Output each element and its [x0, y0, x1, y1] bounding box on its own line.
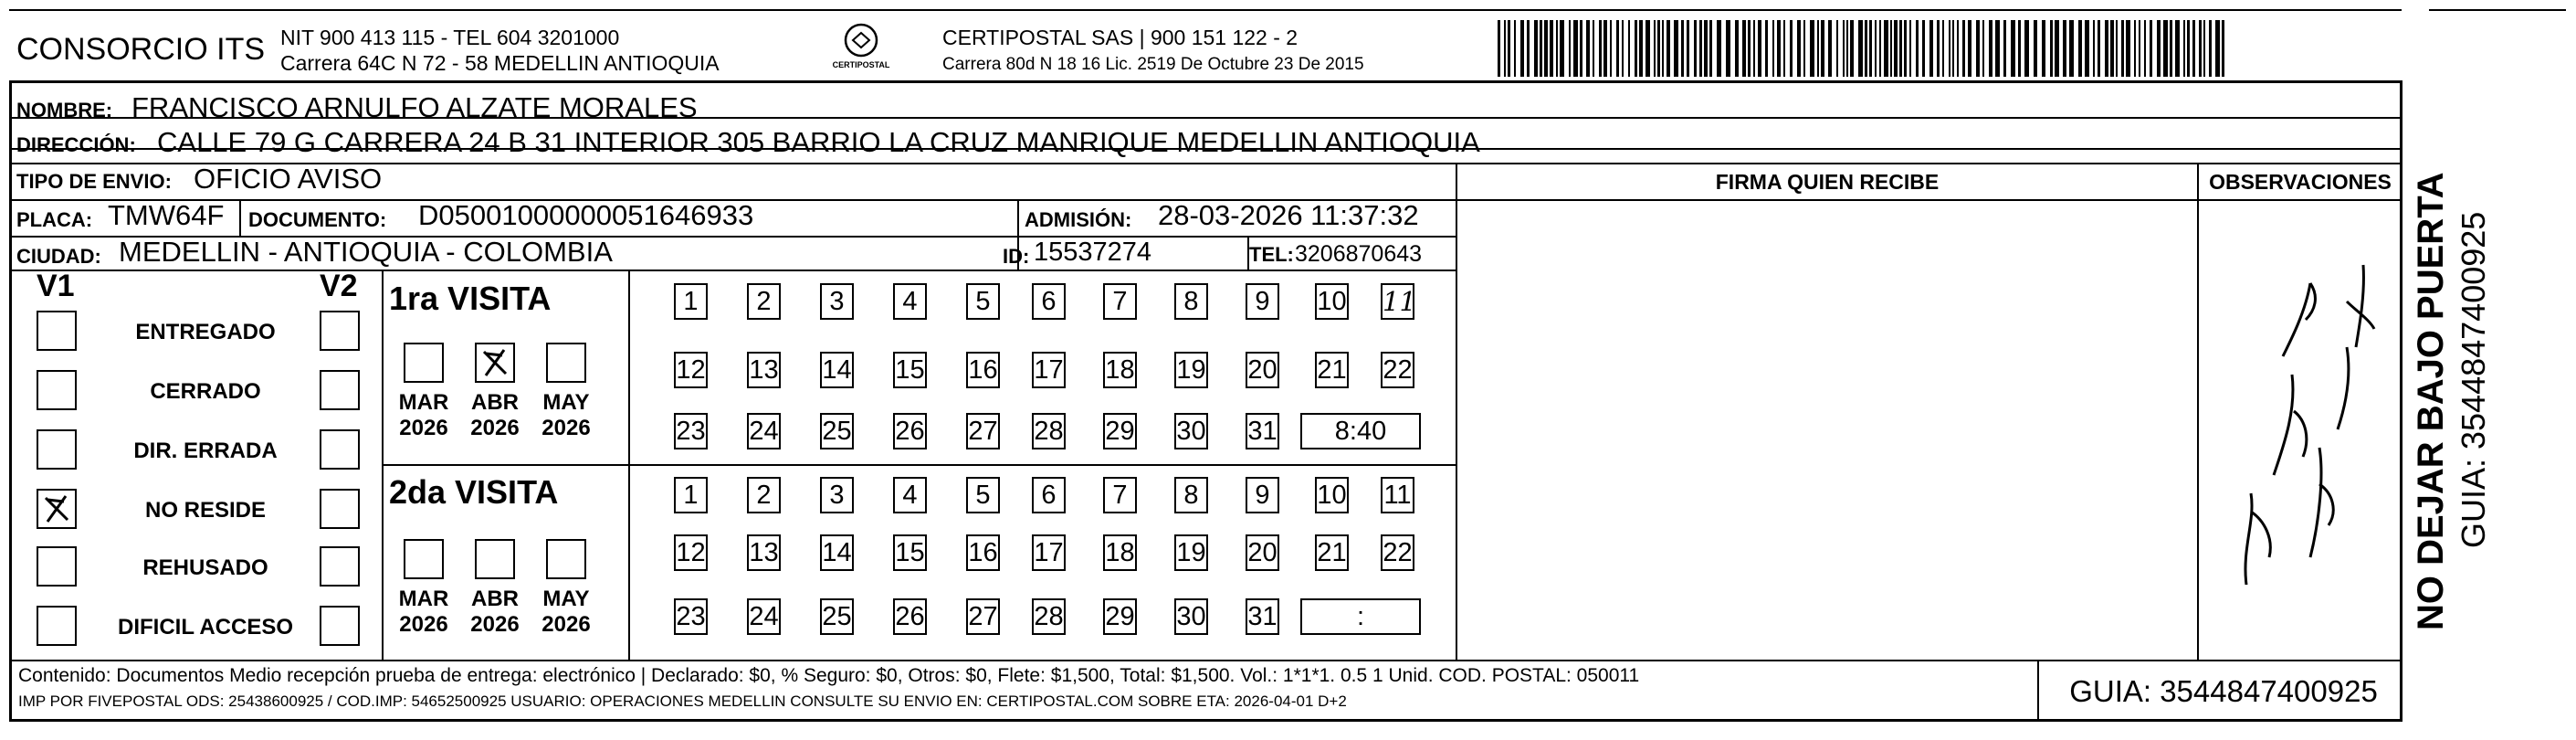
- v2-header: V2: [320, 269, 358, 303]
- barcode-bar: [2222, 20, 2224, 77]
- barcode-bar: [1929, 20, 1933, 77]
- barcode-bar: [1765, 20, 1768, 77]
- day-box[interactable]: 30: [1174, 413, 1208, 449]
- day-box[interactable]: 26: [893, 598, 927, 635]
- month-checkbox[interactable]: [404, 539, 444, 579]
- barcode-bar: [1674, 20, 1678, 77]
- barcode-bar: [1865, 20, 1867, 77]
- day-box[interactable]: 23: [674, 598, 708, 635]
- day-box[interactable]: 13: [747, 534, 781, 571]
- status-label: REHUSADO: [142, 555, 268, 580]
- month-name: MAR: [398, 587, 449, 611]
- day-box[interactable]: 17: [1032, 534, 1066, 571]
- time-box[interactable]: 8:40: [1300, 413, 1421, 449]
- month-year: 2026: [399, 612, 448, 637]
- v2-checkbox[interactable]: [320, 370, 360, 410]
- footer-contenido: Contenido: Documentos Medio recepción prueba de entrega: electrónico | Declarado: $0, % Seguro: $0, Otros: $0, Flete: $1,500, Total: $1,500. Vol.: 1*1*1. 0.5 1 Unid. COD. POSTAL: 050011: [18, 665, 1640, 686]
- ciudad-value: MEDELLIN - ANTIOQUIA - COLOMBIA: [119, 236, 613, 268]
- barcode-bar: [1520, 20, 1524, 77]
- day-box[interactable]: 6: [1032, 283, 1066, 320]
- svg-text:CERTIPOSTAL: CERTIPOSTAL: [832, 60, 890, 69]
- barcode-bar: [1681, 20, 1684, 77]
- day-box[interactable]: 6: [1032, 477, 1066, 513]
- barcode-bar: [1735, 20, 1739, 77]
- barcode-bar: [1667, 20, 1670, 77]
- barcode-bar: [2121, 20, 2124, 77]
- barcode-bar: [1843, 20, 1845, 77]
- barcode-bar: [1662, 20, 1664, 77]
- barcode-bar: [1942, 20, 1944, 77]
- day-box[interactable]: 28: [1032, 598, 1066, 635]
- certipostal-logo: [820, 22, 902, 77]
- day-box[interactable]: 22: [1381, 534, 1414, 571]
- barcode-bar: [1599, 20, 1602, 77]
- col-line: [1456, 163, 1457, 661]
- day-box[interactable]: 21: [1315, 534, 1349, 571]
- barcode-bar: [1527, 20, 1530, 77]
- barcode-bar: [1890, 20, 1892, 77]
- visit2-title: 2da VISITA: [389, 473, 559, 511]
- day-box[interactable]: 7: [1103, 477, 1137, 513]
- day-box[interactable]: 9: [1246, 283, 1279, 320]
- day-box[interactable]: 21: [1315, 352, 1349, 388]
- barcode-bar: [1858, 20, 1863, 77]
- barcode-bar: [1593, 20, 1594, 77]
- barcode-bar: [1790, 20, 1793, 77]
- status-label: DIFICIL ACCESO: [117, 615, 293, 640]
- barcode-bar: [1654, 20, 1656, 77]
- barcode-bar: [1704, 20, 1708, 77]
- month-checkbox[interactable]: [404, 343, 444, 383]
- barcode-bar: [2011, 20, 2015, 77]
- barcode-bar: [1544, 20, 1548, 77]
- v1-checkbox[interactable]: [37, 311, 77, 351]
- row-line: [9, 270, 1456, 271]
- barcode-bar: [1922, 20, 1925, 77]
- month-name: ABR: [471, 390, 519, 415]
- barcode-bar: [1803, 20, 1805, 77]
- barcode-bar: [1797, 20, 1801, 77]
- barcode-bar: [2116, 20, 2118, 77]
- v2-checkbox[interactable]: [320, 429, 360, 470]
- day-box[interactable]: 27: [966, 413, 1000, 449]
- v2-checkbox[interactable]: [320, 606, 360, 646]
- day-box[interactable]: 14: [820, 534, 854, 571]
- barcode-bar: [1995, 20, 2000, 77]
- day-box[interactable]: 2: [747, 283, 781, 320]
- month-year: 2026: [399, 416, 448, 440]
- ciudad-label: CIUDAD:: [16, 245, 101, 268]
- barcode-bar: [2157, 20, 2161, 77]
- barcode-bar: [1828, 20, 1832, 77]
- day-box[interactable]: 8: [1174, 477, 1208, 513]
- day-box[interactable]: 11: [1381, 477, 1414, 513]
- barcode-bar: [1694, 20, 1697, 77]
- barcode-bar: [2175, 20, 2180, 77]
- barcode-bar: [2144, 20, 2146, 77]
- tipo-envio-label: TIPO DE ENVIO:: [16, 170, 172, 193]
- month-year: 2026: [470, 416, 520, 440]
- barcode-bar: [2126, 20, 2130, 77]
- month-checkbox[interactable]: [475, 539, 515, 579]
- col-line: [2197, 163, 2199, 661]
- col-line: [2037, 660, 2039, 722]
- barcode-bar: [1817, 20, 1819, 77]
- barcode-bar: [2192, 20, 2195, 77]
- barcode-bar: [1748, 20, 1751, 77]
- top-rule-right: [2429, 9, 2566, 11]
- day-box[interactable]: 10: [1315, 477, 1349, 513]
- barcode-bar: [2003, 20, 2006, 77]
- barcode-bar: [2110, 20, 2114, 77]
- barcode-bar: [2034, 20, 2037, 77]
- nombre-value: FRANCISCO ARNULFO ALZATE MORALES: [131, 91, 698, 123]
- v1-checkbox[interactable]: [37, 429, 77, 470]
- day-box[interactable]: 23: [674, 413, 708, 449]
- barcode-bar: [2187, 20, 2190, 77]
- day-box[interactable]: 31: [1246, 413, 1279, 449]
- day-box[interactable]: 27: [966, 598, 1000, 635]
- barcode-bar: [1850, 20, 1854, 77]
- barcode-bar: [1916, 20, 1919, 77]
- day-box[interactable]: 12: [674, 534, 708, 571]
- day-box[interactable]: 4: [893, 283, 927, 320]
- company-address: Carrera 64C N 72 - 58 MEDELLIN ANTIOQUIA: [280, 51, 720, 75]
- day-box[interactable]: 26: [893, 413, 927, 449]
- barcode-bar: [1603, 20, 1607, 77]
- day-box[interactable]: 24: [747, 598, 781, 635]
- day-box[interactable]: 11: [1381, 283, 1414, 320]
- day-box[interactable]: 10: [1315, 283, 1349, 320]
- day-box[interactable]: 12: [674, 352, 708, 388]
- col-line: [382, 464, 1456, 466]
- day-box[interactable]: 31: [1246, 598, 1279, 635]
- barcode-bar: [1962, 20, 1965, 77]
- barcode-bar: [1879, 20, 1881, 77]
- barcode-bar: [2063, 20, 2066, 77]
- barcode-bar: [2078, 20, 2082, 77]
- barcode-bar: [1982, 20, 1984, 77]
- postal-company: CERTIPOSTAL SAS | 900 151 122 - 2: [942, 26, 1299, 49]
- barcode-bar: [1989, 20, 1992, 77]
- admision-label: ADMISIÓN:: [1025, 208, 1132, 231]
- barcode-bar: [1550, 20, 1553, 77]
- barcode-bar: [1894, 20, 1898, 77]
- day-box[interactable]: 15: [893, 352, 927, 388]
- day-box[interactable]: 29: [1103, 598, 1137, 635]
- documento-value: D05001000000051646933: [418, 199, 754, 231]
- barcode-bar: [2150, 20, 2152, 77]
- footer-guia: GUIA: 3544847400925: [2069, 674, 2378, 708]
- day-box[interactable]: 16: [966, 352, 1000, 388]
- barcode-bar: [2069, 20, 2074, 77]
- barcode-bar: [1726, 20, 1730, 77]
- barcode-bar: [2163, 20, 2168, 77]
- month-name: MAY: [542, 390, 590, 415]
- day-box[interactable]: 18: [1103, 352, 1137, 388]
- barcode-bar: [2093, 20, 2095, 77]
- barcode-bar: [1717, 20, 1721, 77]
- barcode-bar: [1742, 20, 1746, 77]
- barcode-bar: [2209, 20, 2212, 77]
- barcode-bar: [1657, 20, 1660, 77]
- barcode-bar: [2018, 20, 2021, 77]
- month-name: MAR: [398, 390, 449, 415]
- day-box[interactable]: 14: [820, 352, 854, 388]
- barcode-bar: [1937, 20, 1940, 77]
- day-box[interactable]: 25: [820, 413, 854, 449]
- barcode-bar: [1514, 20, 1516, 77]
- month-year: 2026: [541, 612, 591, 637]
- v2-checkbox[interactable]: [320, 311, 360, 351]
- firma-header: FIRMA QUIEN RECIBE: [1715, 170, 1940, 194]
- month-year: 2026: [470, 612, 520, 637]
- month-checkbox[interactable]: [475, 343, 515, 383]
- barcode-bar: [2055, 20, 2059, 77]
- barcode-bar: [1758, 20, 1761, 77]
- tipo-envio-value: OFICIO AVISO: [194, 163, 383, 195]
- barcode-bar: [1884, 20, 1888, 77]
- barcode-bar: [1904, 20, 1907, 77]
- barcode-bar: [2170, 20, 2172, 77]
- admision-value: 28-03-2026 11:37:32: [1158, 199, 1419, 231]
- top-rule: [9, 9, 2402, 11]
- v1-checkbox[interactable]: [37, 606, 77, 646]
- day-box[interactable]: 25: [820, 598, 854, 635]
- barcode: [1498, 20, 2228, 77]
- documento-label: DOCUMENTO:: [248, 208, 387, 231]
- day-box[interactable]: 19: [1174, 534, 1208, 571]
- day-box[interactable]: 17: [1032, 352, 1066, 388]
- day-box[interactable]: 16: [966, 534, 1000, 571]
- barcode-bar: [1639, 20, 1643, 77]
- v2-checkbox[interactable]: [320, 489, 360, 529]
- day-box[interactable]: 8: [1174, 283, 1208, 320]
- day-box[interactable]: 19: [1174, 352, 1208, 388]
- barcode-bar: [1610, 20, 1612, 77]
- barcode-bar: [1540, 20, 1542, 77]
- barcode-bar: [2215, 20, 2220, 77]
- month-checkbox[interactable]: [546, 539, 586, 579]
- v1-checkbox[interactable]: [37, 489, 77, 529]
- direccion-label: DIRECCIÓN:: [16, 133, 136, 156]
- barcode-bar: [1586, 20, 1590, 77]
- barcode-bar: [1957, 20, 1959, 77]
- observaciones-header: OBSERVACIONES: [2209, 170, 2392, 194]
- barcode-bar: [2139, 20, 2140, 77]
- barcode-bar: [2085, 20, 2089, 77]
- company-name: CONSORCIO ITS: [16, 32, 266, 67]
- month-checkbox[interactable]: [546, 343, 586, 383]
- no-dejar-bajo-puerta: NO DEJAR BAJO PUERTA: [2411, 172, 2451, 630]
- col-line: [239, 199, 241, 236]
- id-value: 15537274: [1034, 238, 1152, 267]
- barcode-bar: [1560, 20, 1564, 77]
- barcode-bar: [1783, 20, 1785, 77]
- day-box[interactable]: 13: [747, 352, 781, 388]
- v1-checkbox[interactable]: [37, 370, 77, 410]
- day-box[interactable]: 5: [966, 477, 1000, 513]
- day-box[interactable]: 28: [1032, 413, 1066, 449]
- barcode-bar: [1821, 20, 1824, 77]
- day-box[interactable]: 2: [747, 477, 781, 513]
- barcode-bar: [1504, 20, 1506, 77]
- barcode-bar: [1699, 20, 1702, 77]
- barcode-bar: [2203, 20, 2205, 77]
- barcode-bar: [1645, 20, 1650, 77]
- nombre-label: NOMBRE:: [16, 99, 113, 122]
- day-box[interactable]: 30: [1174, 598, 1208, 635]
- company-nit: NIT 900 413 115 - TEL 604 3201000: [280, 26, 620, 49]
- direccion-value: CALLE 79 G CARRERA 24 B 31 INTERIOR 305 BARRIO LA CRUZ MANRIQUE MEDELLIN ANTIOQUIA: [157, 126, 1480, 158]
- barcode-bar: [1580, 20, 1582, 77]
- status-label: NO RESIDE: [144, 498, 267, 523]
- barcode-bar: [1777, 20, 1781, 77]
- id-label: ID:: [1003, 245, 1030, 268]
- barcode-bar: [1968, 20, 1971, 77]
- day-box[interactable]: 20: [1246, 534, 1279, 571]
- time-box[interactable]: :: [1300, 598, 1421, 635]
- day-box[interactable]: 7: [1103, 283, 1137, 320]
- day-box[interactable]: 4: [893, 477, 927, 513]
- barcode-bar: [1709, 20, 1712, 77]
- day-box[interactable]: 3: [820, 477, 854, 513]
- postal-license: Carrera 80d N 18 16 Lic. 2519 De Octubre 23 De 2015: [942, 55, 1364, 74]
- day-box[interactable]: 24: [747, 413, 781, 449]
- barcode-bar: [1875, 20, 1877, 77]
- barcode-bar: [2042, 20, 2045, 77]
- barcode-bar: [1909, 20, 1911, 77]
- status-label: ENTREGADO: [135, 320, 276, 344]
- barcode-bar: [2098, 20, 2100, 77]
- month-year: 2026: [541, 416, 591, 440]
- barcode-bar: [1498, 20, 1500, 77]
- barcode-bar: [1573, 20, 1578, 77]
- placa-value: TMW64F: [108, 199, 225, 231]
- tel-value: 3206870643: [1295, 241, 1423, 267]
- placa-label: PLACA:: [16, 208, 93, 231]
- barcode-bar: [1772, 20, 1774, 77]
- day-box[interactable]: 5: [966, 283, 1000, 320]
- day-box[interactable]: 20: [1246, 352, 1279, 388]
- row-line: [9, 660, 2403, 661]
- barcode-bar: [1976, 20, 1980, 77]
- v1-header: V1: [37, 269, 75, 303]
- visit1-title: 1ra VISITA: [389, 280, 552, 317]
- barcode-bar: [2199, 20, 2202, 77]
- barcode-bar: [1753, 20, 1755, 77]
- status-label: DIR. ERRADA: [133, 439, 278, 463]
- day-box[interactable]: 3: [820, 283, 854, 320]
- month-name: MAY: [542, 587, 590, 611]
- barcode-bar: [1687, 20, 1689, 77]
- barcode-bar: [2050, 20, 2053, 77]
- barcode-bar: [1616, 20, 1619, 77]
- barcode-bar: [2024, 20, 2029, 77]
- v2-checkbox[interactable]: [320, 546, 360, 587]
- day-box[interactable]: 18: [1103, 534, 1137, 571]
- barcode-bar: [1569, 20, 1571, 77]
- v1-checkbox[interactable]: [37, 546, 77, 587]
- barcode-bar: [1869, 20, 1872, 77]
- barcode-bar: [1836, 20, 1838, 77]
- footer-impresion: IMP POR FIVEPOSTAL ODS: 25438600925 / COD.IMP: 54652500925 USUARIO: OPERACIONES MEDELLIN CONSULTE SU ENVIO EN: CERTIPOSTAL.COM SOBRE ETA: 2026-04-01 D+2: [18, 692, 1347, 710]
- barcode-bar: [1628, 20, 1630, 77]
- barcode-bar: [1952, 20, 1954, 77]
- observation-handwriting: [2219, 247, 2383, 594]
- side-guia: GUIA: 3544847400925: [2455, 211, 2492, 548]
- day-box[interactable]: 1: [674, 283, 708, 320]
- day-box[interactable]: 22: [1381, 352, 1414, 388]
- day-box[interactable]: 9: [1246, 477, 1279, 513]
- barcode-bar: [1899, 20, 1902, 77]
- barcode-bar: [1622, 20, 1624, 77]
- day-box[interactable]: 15: [893, 534, 927, 571]
- status-label: CERRADO: [150, 379, 261, 404]
- tel-label: TEL:: [1249, 243, 1294, 266]
- barcode-bar: [2134, 20, 2136, 77]
- day-box[interactable]: 29: [1103, 413, 1137, 449]
- barcode-bar: [2105, 20, 2108, 77]
- barcode-bar: [1508, 20, 1510, 77]
- barcode-bar: [2183, 20, 2185, 77]
- barcode-bar: [1556, 20, 1558, 77]
- barcode-bar: [1635, 20, 1637, 77]
- day-box[interactable]: 1: [674, 477, 708, 513]
- barcode-bar: [1949, 20, 1950, 77]
- month-name: ABR: [471, 587, 519, 611]
- barcode-bar: [1810, 20, 1814, 77]
- barcode-bar: [1846, 20, 1848, 77]
- barcode-bar: [1534, 20, 1538, 77]
